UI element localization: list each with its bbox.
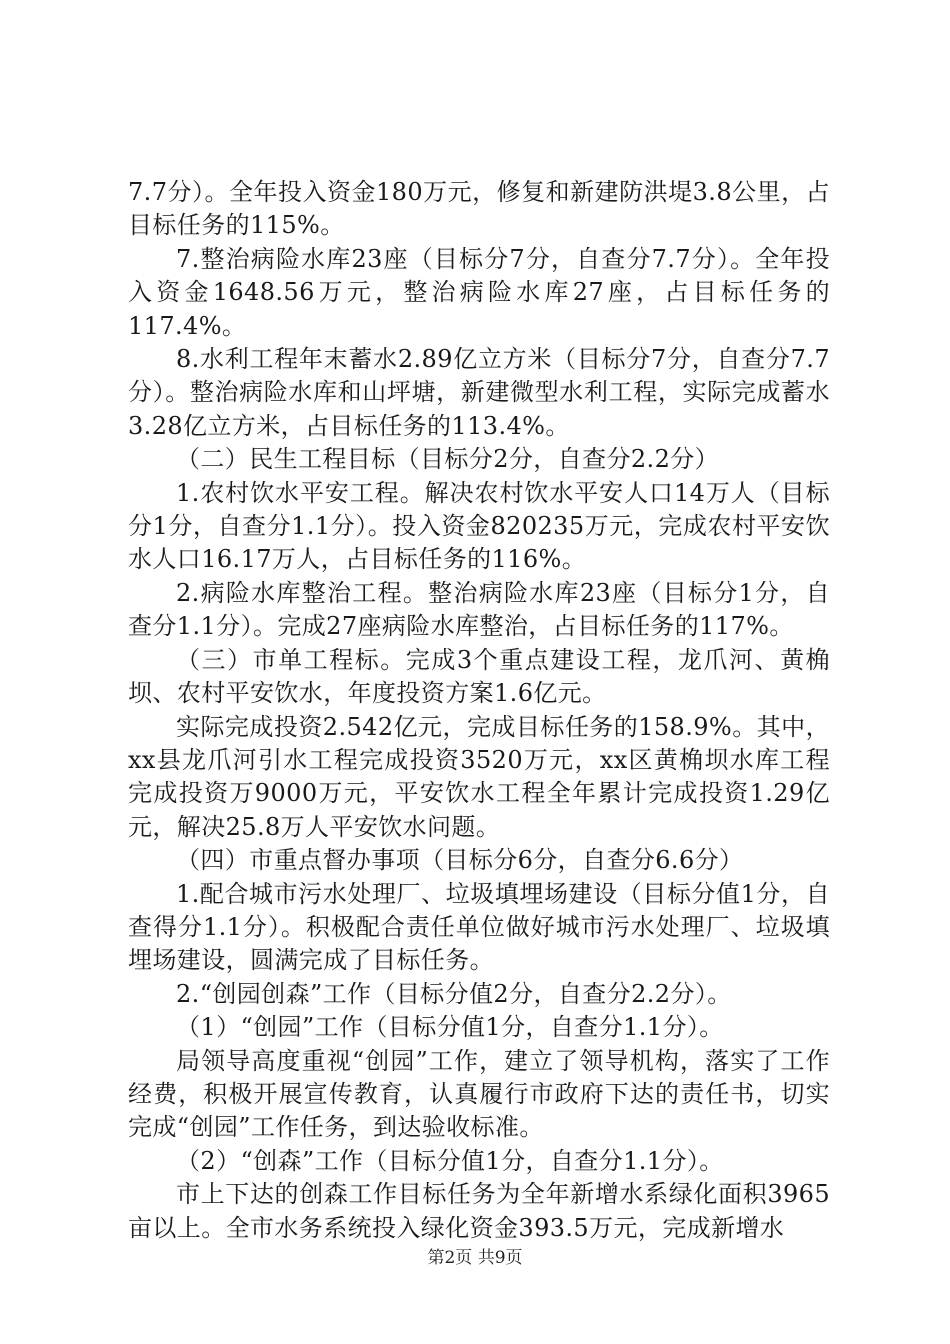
paragraph: 1.配合城市污水处理厂、垃圾填埋场建设（目标分值1分，自查得分1.1分）。积极配合责任单位做好城市污水处理厂、垃圾填埋场建设，圆满完成了目标任务。: [128, 879, 830, 975]
sub-heading: （2）“创森”工作（目标分值1分，自查分1.1分）。: [176, 1146, 724, 1175]
section-heading: （二）民生工程目标（目标分2分，自查分2.2分）: [176, 445, 720, 474]
section-heading: （四）市重点督办事项（目标分6分，自查分6.6分）: [176, 846, 744, 875]
document-body: [128, 176, 830, 1245]
paragraph: 7.整治病险水库23座（目标分7分，自查分7.7分）。全年投入资金1648.56万元，整治病险水库27座，占目标任务的117.4%。: [128, 244, 830, 340]
paragraph: 市上下达的创森工作目标任务为全年新增水系绿化面积3965亩以上。全市水务系统投入绿化资金393.5万元，完成新增水: [128, 1180, 830, 1242]
page-number-footer: 第2页 共9页: [427, 1248, 523, 1268]
paragraph: 8.水利工程年末蓄水2.89亿立方米（目标分7分，自查分7.7分）。整治病险水库和山坪塘，新建微型水利工程，实际完成蓄水3.28亿立方米，占目标任务的113.4%。: [128, 345, 830, 440]
paragraph: 2.病险水库整治工程。整治病险水库23座（目标分1分，自查分1.1分）。完成27座病险水库整治，占目标任务的117%。: [128, 578, 830, 641]
paragraph: 实际完成投资2.542亿元，完成目标任务的158.9%。其中，xx县龙爪河引水工程完成投资3520万元，xx区黄桷坝水库工程完成投资万9000万元，平安饮水工程全年累计完成投资1.29亿元，解决25.8万人平安饮水问题。: [128, 712, 830, 841]
sub-heading: （1）“创园”工作（目标分值1分，自查分1.1分）。: [176, 1013, 724, 1042]
paragraph: 2.“创园创森”工作（目标分值2分，自查分2.2分）。: [176, 979, 732, 1008]
paragraph: 1.农村饮水平安工程。解决农村饮水平安人口14万人（目标分1分，自查分1.1分）。投入资金820235万元，完成农村平安饮水人口16.17万人，占目标任务的116%。: [128, 478, 830, 574]
section-heading: （三）市单工程标。完成3个重点建设工程，龙爪河、黄桷坝、农村平安饮水，年度投资方案1.6亿元。: [128, 645, 830, 708]
paragraph: 7.7分）。全年投入资金180万元，修复和新建防洪堤3.8公里，占目标任务的115%。: [128, 178, 830, 240]
paragraph: 局领导高度重视“创园”工作，建立了领导机构，落实了工作经费，积极开展宣传教育，认真履行市政府下达的责任书，切实完成“创园”工作任务，到达验收标准。: [128, 1046, 830, 1142]
